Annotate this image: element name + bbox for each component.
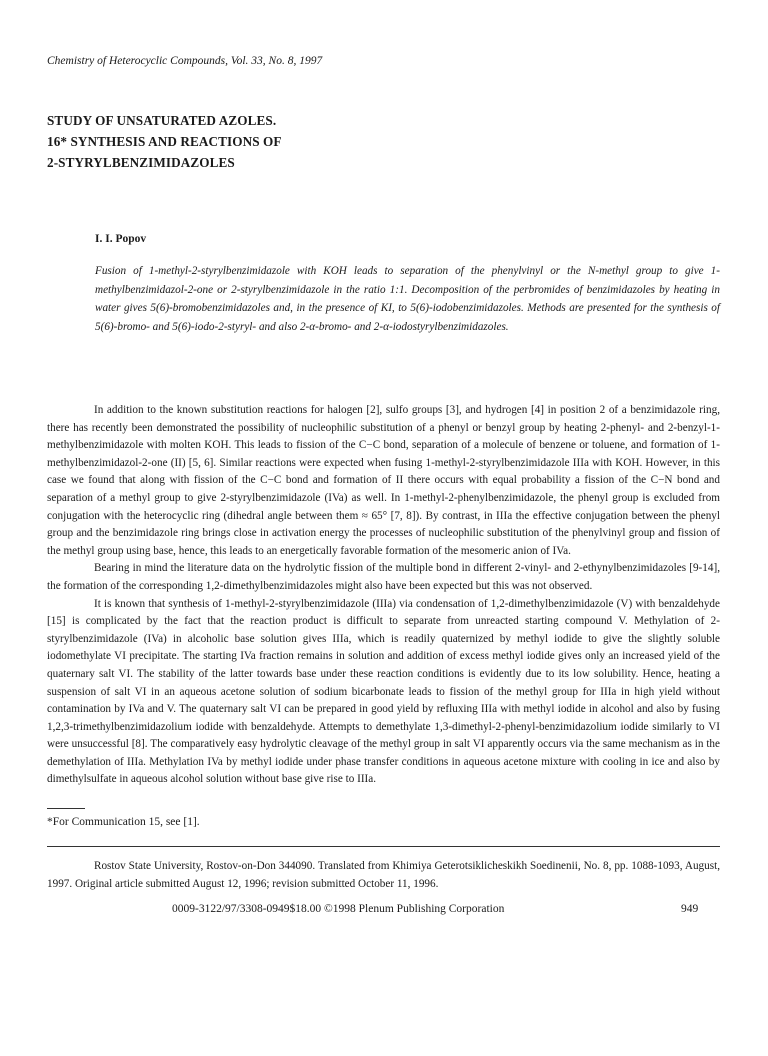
footnote: *For Communication 15, see [1]. <box>47 816 200 828</box>
abstract: Fusion of 1-methyl-2-styrylbenzimidazole with KOH leads to separation of the phenylvinyl or the N-methyl group to give 1-methylbenzimidazol-2-one or 2-styrylbenzimidazole in the ratio 1:1. Decomposition of the perbromides of benzimidazoles by heating in water gives 5(6)-bromobenzimidazoles and, in the presence of KI, to 5(6)-iodobenzimidazoles. Methods are presented for the synthesis of 5(6)-bromo- and 5(6)-iodo-2-styryl- and also 2-α-bromo- and 2-α-iodostyrylbenzimidazoles. <box>95 265 720 333</box>
title-line-3: 2-STYRYLBENZIMIDAZOLES <box>47 155 235 170</box>
affiliation-divider <box>47 846 720 847</box>
paragraph-1: In addition to the known substitution reactions for halogen [2], sulfo groups [3], and hydrogen [4] in position 2 of a benzimidazole ring, there has recently been demonstrated the possibility of nucleophilic substitution of a phenyl or benzyl group by heating 2-phenyl- and 2-benzyl-1-methylbenzimidazole with molten KOH. This leads to fission of the C−C bond, separation of a molecule of benzene or toluene, and formation of 1-methylbenzimidazol-2-one (II) [5, 6]. Similar reactions were expected when fusing 1-methyl-2-styrylbenzimidazole IIIa with KOH. However, in this case we found that along with fission of the C−C bond and formation of II there occurs with equal probability a fission of the C−N bond and separation of a methyl group to give 2-styrylbenzimidazole (IVa) as well. In 1-methyl-2-phenylbenzimidazole, the phenyl group is excluded from conjugation with the heterocyclic ring (dihedral angle between them ≈ 65° [7, 8]). By contrast, in IIIa the effective conjugation between the phenyl group and the benzimidazole ring brings close in activation energy the processes of nucleophilic substitution of the phenylvinyl group and fission of the methyl group using base, hence, this leads to an energetically favorable formation of the mesomeric anion of IVa. <box>47 404 720 557</box>
body-text <box>47 402 720 789</box>
title-line-1: STUDY OF UNSATURATED AZOLES. <box>47 113 277 128</box>
paragraph-2: Bearing in mind the literature data on the hydrolytic fission of the multiple bond in different 2-vinyl- and 2-ethynylbenzimidazoles [9-14], the formation of the corresponding 1,2-dimethylbenzimidazoles might also have been expected but this was not observed. <box>47 562 720 592</box>
copyright-line: 0009-3122/97/3308-0949$18.00 ©1998 Plenum Publishing Corporation <box>172 903 505 915</box>
article-title <box>47 110 282 173</box>
journal-header: Chemistry of Heterocyclic Compounds, Vol. 33, No. 8, 1997 <box>47 55 323 67</box>
author-name: I. I. Popov <box>95 233 147 245</box>
title-line-2: 16* SYNTHESIS AND REACTIONS OF <box>47 134 282 149</box>
paragraph-3: It is known that synthesis of 1-methyl-2-styrylbenzimidazole (IIIa) via condensation of 1,2-dimethylbenzimidazole (V) with benzaldehyde [15] is complicated by the fact that the reaction product is difficult to separate from unreacted starting compound V. Methylation of 2-styrylbenzimidazole (IVa) in alcoholic base solution gives IIIa, which is readily quaternized by methyl iodide to give the slightly soluble iodomethylate VI precipitate. The starting IVa fraction remains in solution and addition of excess methyl iodide gives only an increased yield of the quaternary salt VI. The stability of the latter towards base under these reaction conditions is evidently due to its low solubility. Hence, heating a suspension of salt VI in an aqueous acetone solution of sodium bicarbonate leads to fission of the methyl group for IIIa in high yield without contamination by IVa and V. The quaternary salt VI can be prepared in good yield by refluxing IIIa with methyl iodide in alcohol and also by fusing 1,2,3-trimethylbenzimidazolium iodide with benzaldehyde. Attempts to demethylate 1,3-dimethyl-2-phenyl-benzimidazolium iodide similarly to VI were unsuccessful [8]. The comparatively easy hydrolytic cleavage of the methyl group in salt VI apparently occurs via the same mechanism as in the demethylation of IIIa. Methylation IVa by methyl iodide under phase transfer conditions in aqueous acetone mixture with cooling in ice and also by dimethylsulfate in aqueous alcohol solution without base give rise to IIIa. <box>47 597 720 786</box>
page-number: 949 <box>681 903 699 915</box>
footnote-divider <box>47 808 85 809</box>
affiliation: Rostov State University, Rostov-on-Don 344090. Translated from Khimiya Geterotsiklicheskikh Soedinenii, No. 8, pp. 1088-1093, August, 1997. Original article submitted August 12, 1996; revision submitted October 11, 1996. <box>47 860 720 890</box>
